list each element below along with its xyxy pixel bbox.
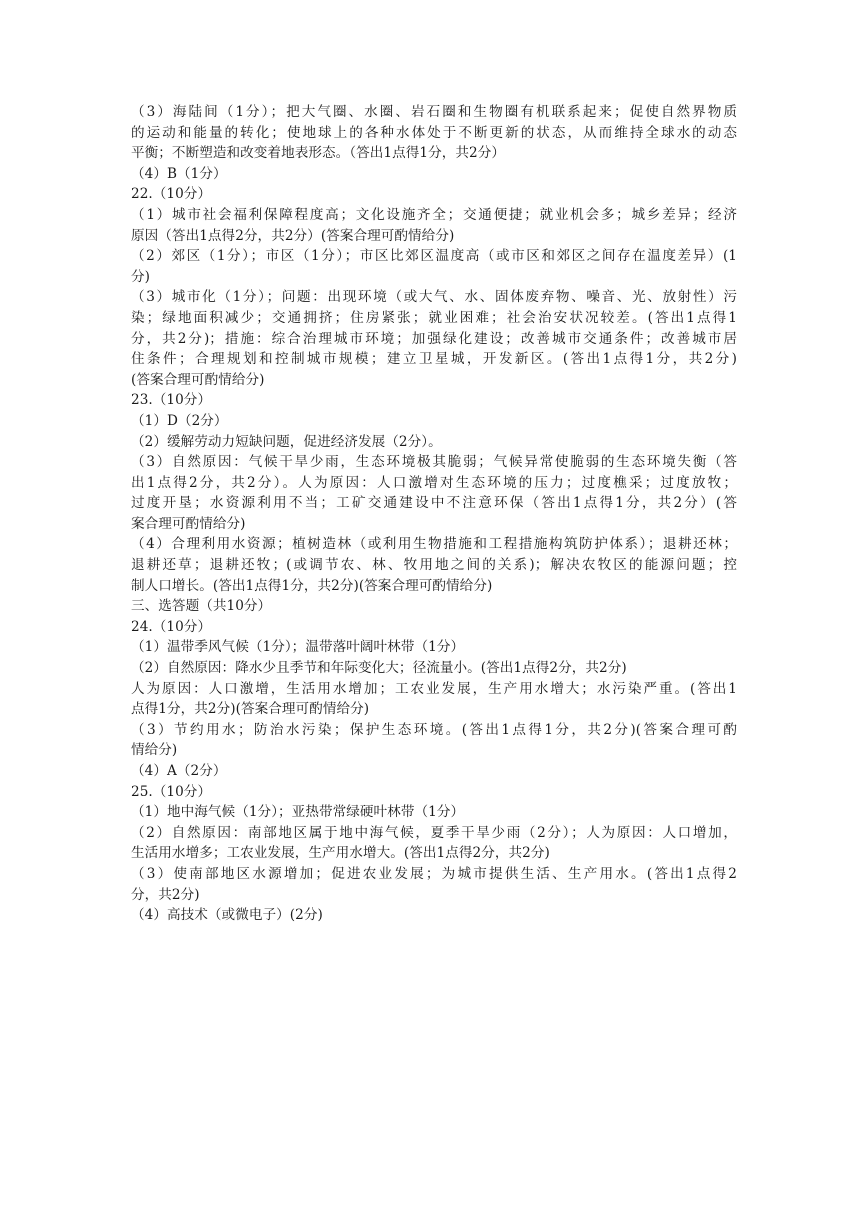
text-line: （4）合理利用水资源；植树造林（或利用生物措施和工程措施构筑防护体系）；退耕还林； (131, 536, 737, 553)
question-heading: 25.（10分） (131, 783, 212, 800)
text-line: 案合理可酌情给分) (131, 515, 246, 532)
text-line: 住条件；合理规划和控制城市规模；建立卫星城，开发新区。(答出1点得1分，共2分) (131, 351, 737, 368)
text-line: （1）城市社会福利保障程度高；文化设施齐全；交通便捷；就业机会多；城乡差异；经济 (131, 206, 737, 223)
text-line: 过度开垦；水资源利用不当；工矿交通建设中不注意环保（答出1点得1分，共2分）(答 (131, 495, 737, 512)
text-line: （2）自然原因：降水少且季节和年际变化大；径流量小。(答出1点得2分，共2分) (131, 660, 627, 677)
text-line: （4）高技术（或微电子）(2分) (131, 907, 323, 924)
text-line: 分，共2分)；措施：综合治理城市环境；加强绿化建设；改善城市交通条件；改善城市居 (131, 330, 737, 347)
answer-key-page (131, 102, 737, 926)
text-line: （3）海陆间（1分）；把大气圈、水圈、岩石圈和生物圈有机联系起来；促使自然界物质 (131, 104, 737, 120)
text-line: （4）A（2分） (131, 763, 227, 779)
section-heading: 三、选答题（共10分） (131, 598, 272, 615)
text-line: （3）城市化（1分）；问题：出现环境（或大气、水、固体废弃物、噪音、光、放射性）污 (131, 289, 737, 306)
text-line: （1）温带季风气候（1分）；温带落叶阔叶林带（1分） (131, 639, 465, 656)
text-line: （2）自然原因：南部地区属于地中海气候，夏季干旱少雨（2分）；人为原因：人口增加， (131, 824, 737, 841)
text-line: 制人口增长。(答出1点得1分，共2分)(答案合理可酌情给分) (131, 577, 493, 594)
text-line: （2）缓解劳动力短缺问题，促进经济发展（2分）。 (131, 433, 442, 450)
text-line: （4）B（1分） (131, 165, 227, 182)
question-heading: 24.（10分） (131, 618, 212, 635)
text-line: 退耕还草；退耕还牧；(或调节农、林、牧用地之间的关系)；解决农牧区的能源问题；控 (131, 557, 737, 574)
text-line: （3）节约用水；防治水污染；保护生态环境。(答出1点得1分，共2分)(答案合理可酌 (131, 721, 737, 738)
text-line: （1）地中海气候（1分）；亚热带常绿硬叶林带（1分） (131, 804, 465, 821)
text-line: （1）D（2分） (131, 412, 228, 429)
text-line: 分，共2分) (131, 886, 200, 903)
text-line: 原因（答出1点得2分，共2分）(答案合理可酌情给分) (131, 227, 455, 244)
text-line: 生活用水增多；工农业发展，生产用水增大。(答出1点得2分，共2分) (131, 845, 550, 862)
text-line: 人为原因：人口激增，生活用水增加；工农业发展，生产用水增大；水污染严重。(答出1 (131, 680, 737, 697)
text-line: 分) (131, 268, 150, 285)
text-line: （2）郊区（1分）；市区（1分）；市区比郊区温度高（或市区和郊区之间存在温度差异）(1 (131, 248, 737, 265)
text-line: 点得1分，共2分)(答案合理可酌情给分) (131, 701, 370, 718)
text-line: 出1点得2分，共2分）。人为原因：人口激增对生态环境的压力；过度樵采；过度放牧； (131, 474, 737, 491)
text-line: （3）自然原因：气候干旱少雨，生态环境极其脆弱；气候异常使脆弱的生态环境失衡（答 (131, 454, 737, 471)
text-line: (答案合理可酌情给分) (131, 371, 265, 388)
text-line: 染；绿地面积减少；交通拥挤；住房紧张；就业困难；社会治安状况较差。(答出1点得1 (131, 309, 737, 326)
text-line: 的运动和能量的转化；使地球上的各种水体处于不断更新的状态，从而维持全球水的动态 (131, 124, 737, 141)
text-line: 情给分) (131, 742, 178, 759)
question-heading: 23.（10分） (131, 392, 212, 409)
question-heading: 22.（10分） (131, 186, 212, 203)
text-line: 平衡；不断塑造和改变着地表形态。（答出1点得1分，共2分） (131, 145, 506, 162)
text-line: （3）使南部地区水源增加；促进农业发展；为城市提供生活、生产用水。(答出1点得2 (131, 865, 737, 882)
